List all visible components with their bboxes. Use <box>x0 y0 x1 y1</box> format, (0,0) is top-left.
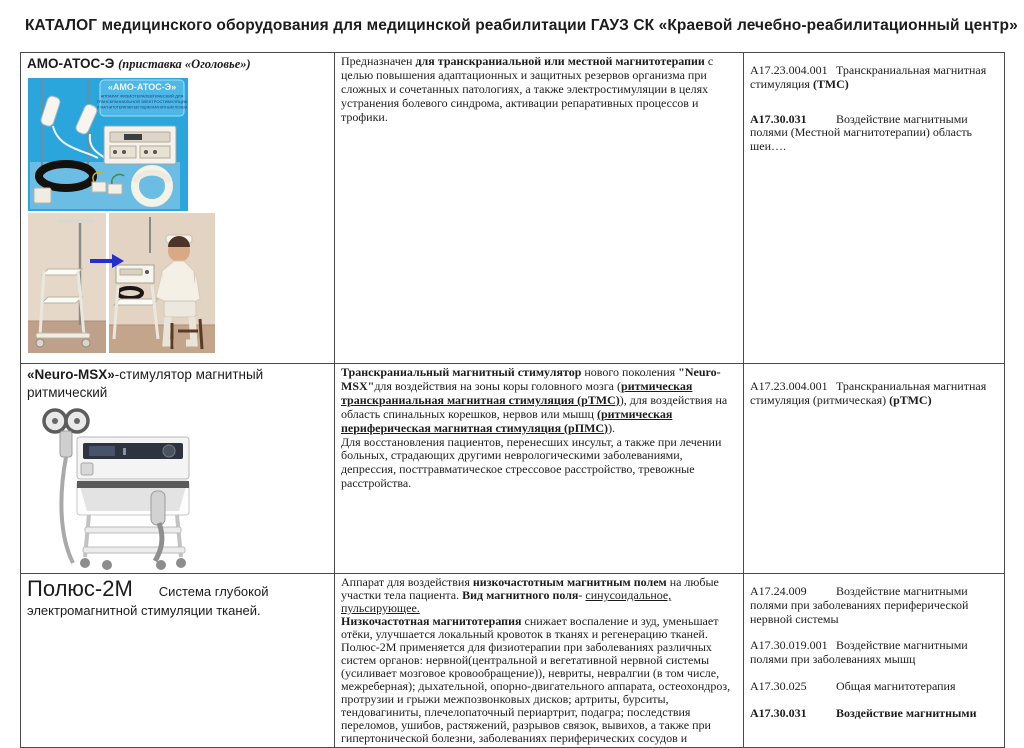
name-cell-neuro-msx <box>21 364 335 574</box>
equipment-name-main: Полюс-2М <box>27 576 133 601</box>
service-codes: A17.24.009 Воздействие магнитными полями при заболеваниях периферической нервной системы A17.30.019.001 Воздействие магнитными полями при заболеваниях мышц A17.30.025 Общая магнитотерапия А17.30.031 Воздействие магнитными <box>750 584 977 720</box>
neuro-msx-device-photo <box>29 405 209 571</box>
amo-atos-product-photo <box>28 78 188 211</box>
banner-caption-2: ТРАНСКРАНИАЛЬНОЙ ЭЛЕКТРОСТИМУЛЯЦИИ <box>96 99 188 104</box>
service-codes: A17.23.004.001 Транскраниальная магнитная стимуляция (ТМС) А17.30.031 Воздействие магнитными полями (Местной магнитотерапии) область шеи…. <box>750 63 987 154</box>
description-cell-polyus-2m <box>335 574 744 748</box>
equipment-name-rest: Система глубокой электромагнитной стимуляции тканей. <box>27 584 269 618</box>
equipment-name-main: «Neuro-MSX» <box>27 367 115 382</box>
equipment-name <box>27 55 328 73</box>
equipment-name-rest: -стимулятор магнитный ритмический <box>27 367 264 400</box>
table-row-polyus-2m <box>21 574 1005 748</box>
control-unit-icon <box>104 126 176 164</box>
banner-caption-1: АППАРАТ ФИЗИОТЕРАПЕВТИЧЕСКИЙ ДЛЯ <box>100 93 184 99</box>
equipment-description: Аппарат для воздействия низкочастотным магнитным полем на любые участки тела пациента. Вид магнитного поля- синусоидальное, пульсирующее. Низкочастотная магнитотерапия снижает воспаление и зуд, уменьшает отёки, улучшается локальный кровоток в тканях и регенерацию тканей. Полюс-2М применяется для физиотерапии при заболеваниях различных систем органов: нервной(центральной и вегетативной нервной системы (усиливает мозговое кровообращение)), невриты, невралгии (в том числе, межреберная); дыхательной, опорно-двигательного аппарата, остеохондроз, протрузии и грыжи межпозвонковых дисков; артриты, бурситы, тендовагиниты, плечелопаточный периартрит, подагра; последствия переломов, ушибов, растяжений, разрывов связок, вывихов, а также при гипертонической болезни, заболеваниях периферических сосудов и <box>341 575 731 745</box>
cart-photo <box>28 213 106 353</box>
page-title: КАТАЛОГ медицинского оборудования для медицинской реабилитации ГАУЗ СК «Краевой лечебно-реабилитационный центр» <box>25 17 1018 34</box>
patient-photo <box>109 213 215 353</box>
banner-caption-3: И МАГНИТОТЕРАПИИ БЕГУЩИМ МАГНИТНЫМ ПОЛЕМ <box>97 105 187 110</box>
stimulator-unit-icon <box>77 437 189 515</box>
table-row-amo-atos <box>21 53 1005 364</box>
cart-and-patient-photo <box>28 213 215 353</box>
usage-photo-pair <box>28 213 328 353</box>
table-row-neuro-msx <box>21 364 1005 574</box>
equipment-description: Предназначен для транскраниальной или местной магнитотерапии с целью повышения адаптационных и защитных резервов организма при сложных и сочетанных патологиях, а также электростимуляции в целях устранения болевого синдрома, активации репаративных процессов и трофики. <box>341 54 714 124</box>
equipment-name <box>27 576 328 620</box>
service-codes: A17.23.004.001 Транскраниальная магнитная стимуляция (ритмическая) (рТМС) <box>750 379 987 407</box>
amo-atos-banner <box>97 80 188 116</box>
description-cell-neuro-msx <box>335 364 744 574</box>
codes-cell-amo-atos <box>744 53 1005 364</box>
equipment-table <box>20 52 1005 748</box>
equipment-name-main: АМО-АТОС-Э <box>27 56 119 71</box>
equipment-name-note: (приставка «Оголовье») <box>118 57 251 71</box>
name-cell-amo-atos <box>21 53 335 364</box>
name-cell-polyus-2m <box>21 574 335 748</box>
equipment-name <box>27 366 328 402</box>
amo-atos-photo-collage <box>28 78 328 353</box>
equipment-description: Транскраниальный магнитный стимулятор нового поколения "Neuro-MSX"для воздействия на зоны коры головного мозга (ритмическая транскраниальная магнитная стимуляция (рТМС)), для воздействия на область спинальных корешков, нервов или мышц (ритмическая периферическая магнитная стимуляция (рПМС)). Для восстановления пациентов, перенесших инсульт, а также при лечении больных, страдающих другими неврологическими заболеваниями, депрессия, посттравматическое стрессовое расстройство, тревожные расстройства. <box>341 365 728 491</box>
codes-cell-polyus-2m <box>744 574 1005 748</box>
codes-cell-neuro-msx <box>744 364 1005 574</box>
accessory-roll-icon <box>34 188 51 203</box>
banner-title: «АМО-АТОС-Э» <box>107 82 177 92</box>
description-cell-amo-atos <box>335 53 744 364</box>
